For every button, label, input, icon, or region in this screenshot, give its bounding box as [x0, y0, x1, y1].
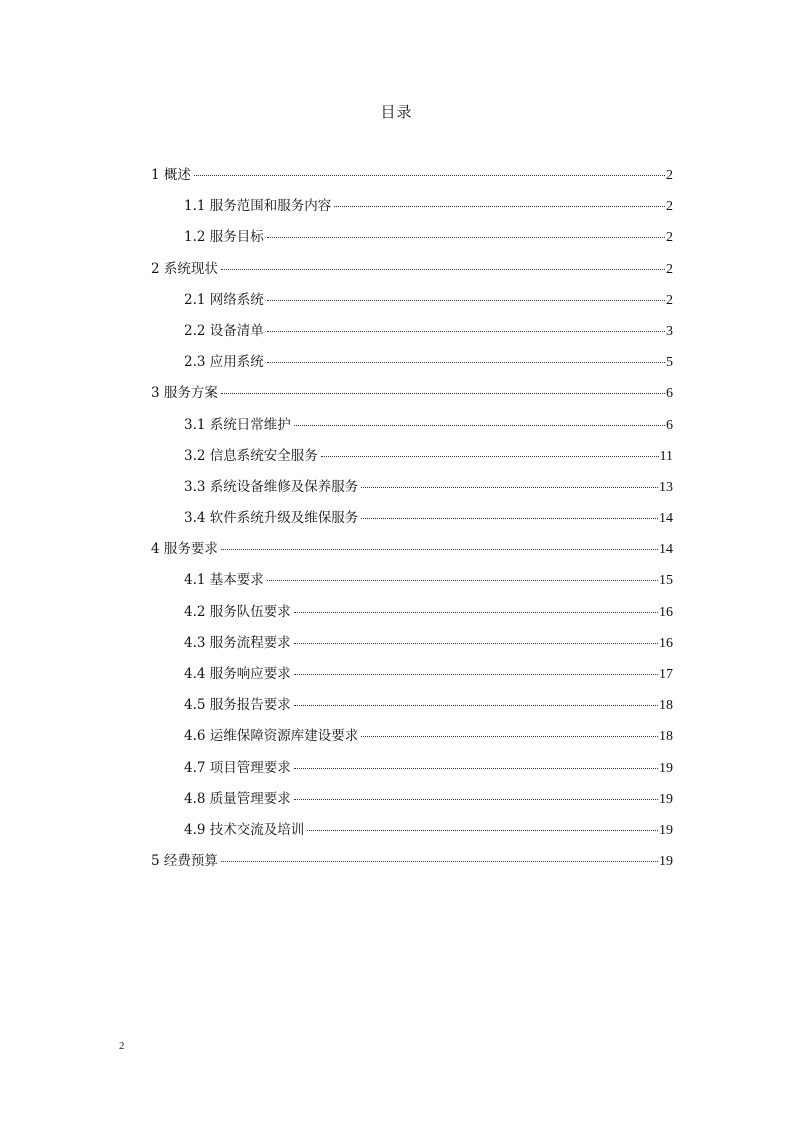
toc-dot-leader — [294, 425, 665, 426]
toc-entry-label: 5 经费预算 — [151, 853, 218, 870]
toc-entry-label: 4.1 基本要求 — [184, 572, 264, 589]
toc-entry-page: 6 — [666, 417, 673, 433]
toc-dot-leader — [294, 674, 658, 675]
toc-entry[interactable] — [151, 724, 673, 755]
toc-entry-page: 2 — [666, 261, 673, 277]
toc-entry-page: 13 — [659, 479, 673, 495]
toc-entry-page: 2 — [666, 230, 673, 246]
toc-entry-page: 15 — [659, 573, 673, 589]
toc-entry-page: 16 — [659, 635, 673, 651]
page-title: 目录 — [380, 103, 413, 121]
toc-entry-page: 17 — [659, 667, 673, 682]
toc-entry[interactable] — [151, 319, 673, 350]
toc-entry-page: 18 — [659, 729, 673, 745]
toc-entry[interactable] — [151, 537, 673, 568]
toc-entry-page: 3 — [666, 323, 673, 339]
toc-entry-page: 5 — [666, 355, 673, 371]
toc-dot-leader — [267, 331, 665, 332]
toc-entry-label: 3.3 系统设备维修及保养服务 — [184, 478, 359, 495]
toc-entry[interactable] — [151, 818, 673, 849]
toc-dot-leader — [334, 206, 665, 207]
toc-entry-label: 4.5 服务报告要求 — [184, 697, 291, 714]
toc-entry[interactable] — [151, 475, 673, 506]
toc-entry-page: 6 — [666, 386, 673, 402]
toc-entry-label: 1.2 服务目标 — [184, 229, 264, 246]
toc-dot-leader — [294, 612, 658, 613]
toc-dot-leader — [194, 175, 665, 176]
toc-entry-label: 3.2 信息系统安全服务 — [184, 447, 318, 464]
toc-dot-leader — [294, 799, 658, 800]
toc-entry-page: 19 — [659, 760, 673, 776]
toc-entry[interactable] — [151, 506, 673, 537]
toc-entry-page: 14 — [659, 542, 673, 558]
toc-entry-label: 3.4 软件系统升级及维保服务 — [184, 510, 359, 527]
toc-dot-leader — [267, 237, 665, 238]
toc-entry[interactable] — [151, 257, 673, 288]
toc-entry-page: 2 — [666, 199, 673, 215]
toc-entry-label: 1.1 服务范围和服务内容 — [184, 198, 332, 215]
toc-entry-label: 2.1 网络系统 — [184, 291, 264, 308]
toc-entry[interactable] — [151, 568, 673, 599]
toc-entry-label: 4.4 服务响应要求 — [184, 666, 291, 682]
toc-dot-leader — [221, 549, 658, 550]
toc-dot-leader — [294, 643, 658, 644]
toc-dot-leader — [267, 300, 665, 301]
toc-entry[interactable] — [151, 756, 673, 787]
toc-entry[interactable] — [151, 413, 673, 444]
toc-dot-leader — [294, 768, 658, 769]
toc-entry[interactable] — [151, 350, 673, 381]
toc-entry[interactable] — [151, 444, 673, 475]
toc-entry[interactable] — [151, 631, 673, 662]
toc-entry-page: 2 — [666, 292, 673, 308]
toc-entry-label: 4 服务要求 — [151, 541, 218, 558]
toc-entry[interactable] — [151, 693, 673, 724]
toc-entry-label: 2.3 应用系统 — [184, 354, 264, 371]
toc-dot-leader — [221, 393, 665, 394]
toc-dot-leader — [307, 830, 658, 831]
toc-entry[interactable] — [151, 787, 673, 818]
toc-entry-page: 11 — [659, 448, 673, 464]
toc-entry[interactable] — [151, 163, 673, 194]
toc-entry-label: 1 概述 — [151, 167, 191, 183]
toc-entry[interactable] — [151, 600, 673, 631]
toc-entry[interactable] — [151, 288, 673, 319]
toc-entry-page: 16 — [659, 604, 673, 620]
toc-dot-leader — [294, 705, 658, 706]
toc-entry-page: 19 — [659, 822, 673, 838]
toc-entry-label: 4.3 服务流程要求 — [184, 634, 291, 651]
table-of-contents — [151, 163, 673, 880]
toc-dot-leader — [221, 269, 665, 270]
toc-entry-label: 4.9 技术交流及培训 — [184, 821, 305, 838]
toc-entry-label: 4.8 质量管理要求 — [184, 790, 291, 807]
toc-entry-label: 4.6 运维保障资源库建设要求 — [184, 728, 359, 745]
toc-entry-label: 4.2 服务队伍要求 — [184, 603, 291, 620]
toc-entry-label: 4.7 项目管理要求 — [184, 759, 291, 776]
toc-entry-label: 2 系统现状 — [151, 260, 218, 277]
toc-entry-page: 18 — [659, 698, 673, 714]
toc-entry[interactable] — [151, 225, 673, 256]
toc-entry[interactable] — [151, 381, 673, 412]
toc-entry[interactable] — [151, 662, 673, 693]
toc-dot-leader — [267, 362, 665, 363]
footer-page-number: 2 — [119, 1040, 125, 1052]
toc-entry-label: 3.1 系统日常维护 — [184, 416, 291, 433]
toc-dot-leader — [361, 518, 658, 519]
toc-dot-leader — [267, 580, 658, 581]
toc-entry-label: 3 服务方案 — [151, 385, 218, 402]
toc-entry-page: 19 — [659, 854, 673, 870]
toc-dot-leader — [221, 861, 658, 862]
toc-entry-page: 19 — [659, 791, 673, 807]
toc-entry[interactable] — [151, 849, 673, 880]
toc-entry[interactable] — [151, 194, 673, 225]
toc-entry-label: 2.2 设备清单 — [184, 322, 264, 339]
toc-dot-leader — [361, 487, 658, 488]
toc-dot-leader — [321, 456, 659, 457]
toc-dot-leader — [361, 736, 658, 737]
toc-entry-page: 2 — [666, 168, 673, 183]
toc-entry-page: 14 — [659, 511, 673, 527]
